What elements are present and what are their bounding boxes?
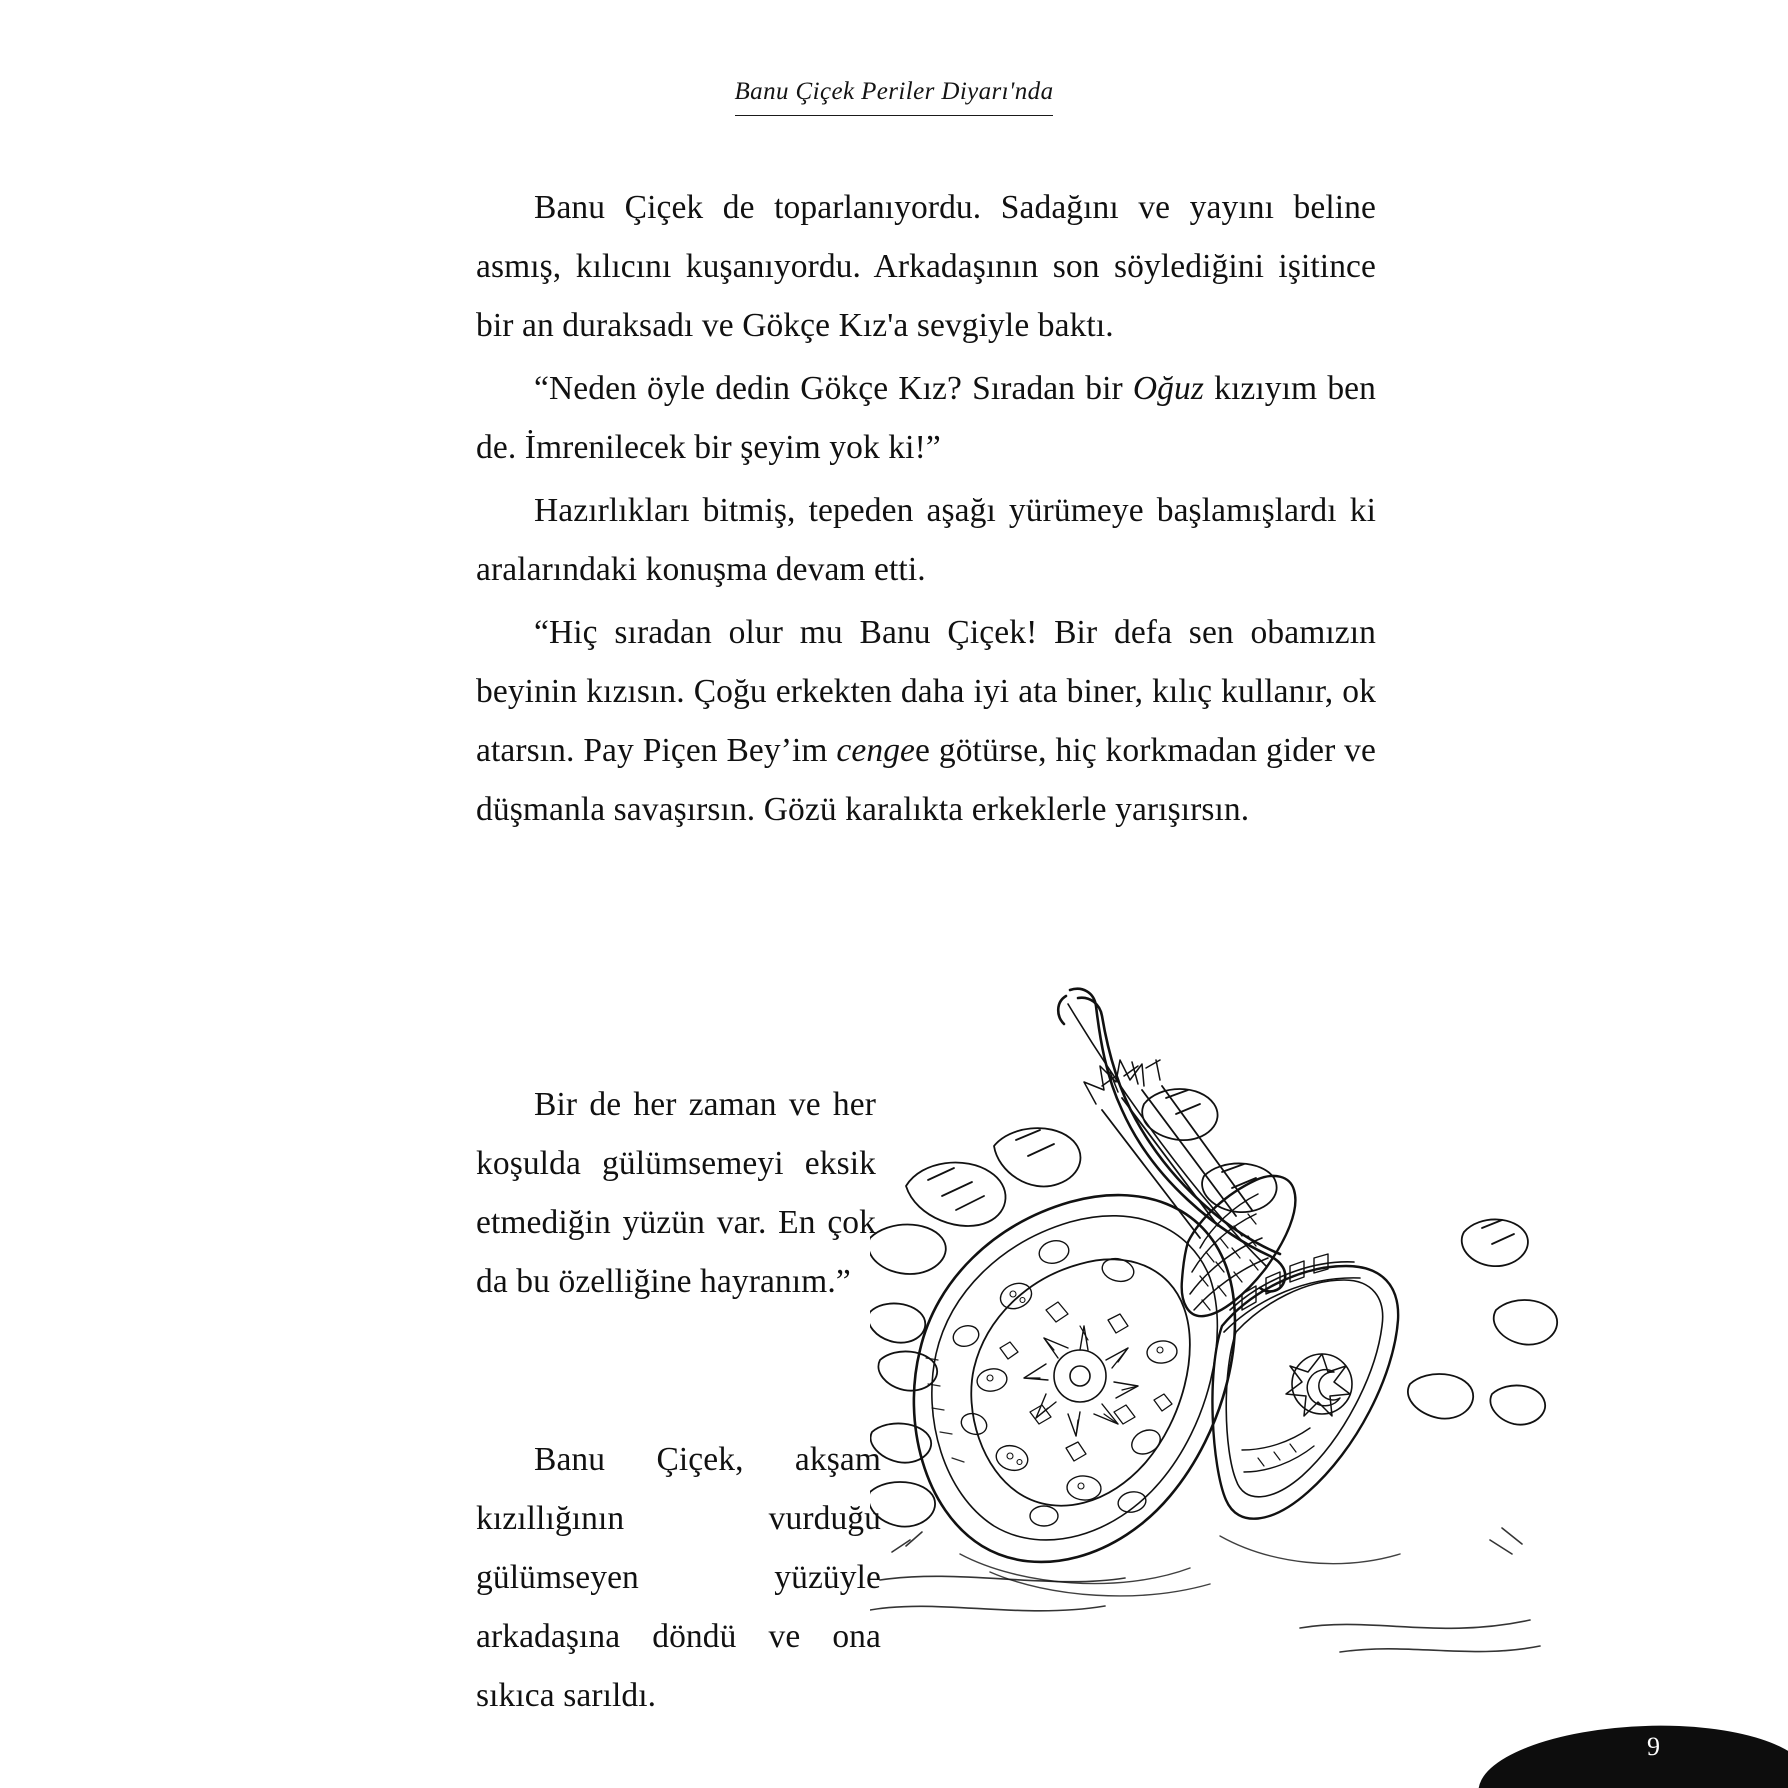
star-crescent-motif xyxy=(1286,1354,1352,1416)
italic-word-cenge: cenge xyxy=(836,732,916,769)
brush-stroke xyxy=(1477,1721,1788,1788)
paragraph-5: Bir de her zaman ve her koşulda gülümsemeyi eksik etmediğin yüzün var. En çok da bu özelliğine hayranım.” xyxy=(476,1086,876,1300)
paragraph-3: Hazırlıkları bitmiş, tepeden aşağı yürümeye başlamışlardı ki aralarındaki konuşma devam etti. xyxy=(476,492,1376,588)
running-head-text: Banu Çiçek Periler Diyarı'nda xyxy=(735,78,1054,116)
body-text xyxy=(476,178,1376,839)
running-head xyxy=(0,78,1788,116)
saddle-panel xyxy=(1212,1254,1398,1519)
shadow-lines xyxy=(960,1536,1400,1596)
body-text-narrow-2 xyxy=(476,1430,881,1725)
ground-lines xyxy=(870,1528,1540,1652)
shield-diamonds xyxy=(1000,1302,1172,1461)
bow xyxy=(1058,989,1285,1292)
rocks xyxy=(870,1089,1557,1527)
shield-rosette xyxy=(1024,1326,1138,1436)
bow-quiver-shield-drawing xyxy=(870,980,1560,1700)
paragraph-4: “Hiç sıradan olur mu Banu Çiçek! Bir defa sen obamızın beyinin kızısın. Çoğu erkekten daha iyi ata biner, kılıç kullanır, ok atarsın. Pay Piçen Bey’im cengee götürse, hiç korkmadan gider ve düşmanla savaşırsın. Gözü karalıkta erkeklerle yarışırsın. xyxy=(476,614,1376,828)
paragraph-1: Banu Çiçek de toparlanıyordu. Sadağını ve yayını beline asmış, kılıcını kuşanıyordu. Arkadaşının son söylediğini işitince bir an duraksadı ve Gökçe Kız'a sevgiyle baktı. xyxy=(476,189,1376,344)
body-text-narrow xyxy=(476,1075,876,1311)
paragraph-2: “Neden öyle dedin Gökçe Kız? Sıradan bir Oğuz kızıyım ben de. İmrenilecek bir şeyim yok ki!” xyxy=(476,370,1376,466)
paragraph-6: Banu Çiçek, akşam kızıllığının vurduğu gülümseyen yüzüyle arkadaşına döndü ve ona sıkıca sarıldı. xyxy=(476,1441,881,1714)
page-number: 9 xyxy=(1647,1732,1660,1761)
shield-studs xyxy=(951,1238,1179,1526)
italic-word-oguz: Oğuz xyxy=(1132,370,1205,407)
page-folio xyxy=(1428,1692,1788,1788)
